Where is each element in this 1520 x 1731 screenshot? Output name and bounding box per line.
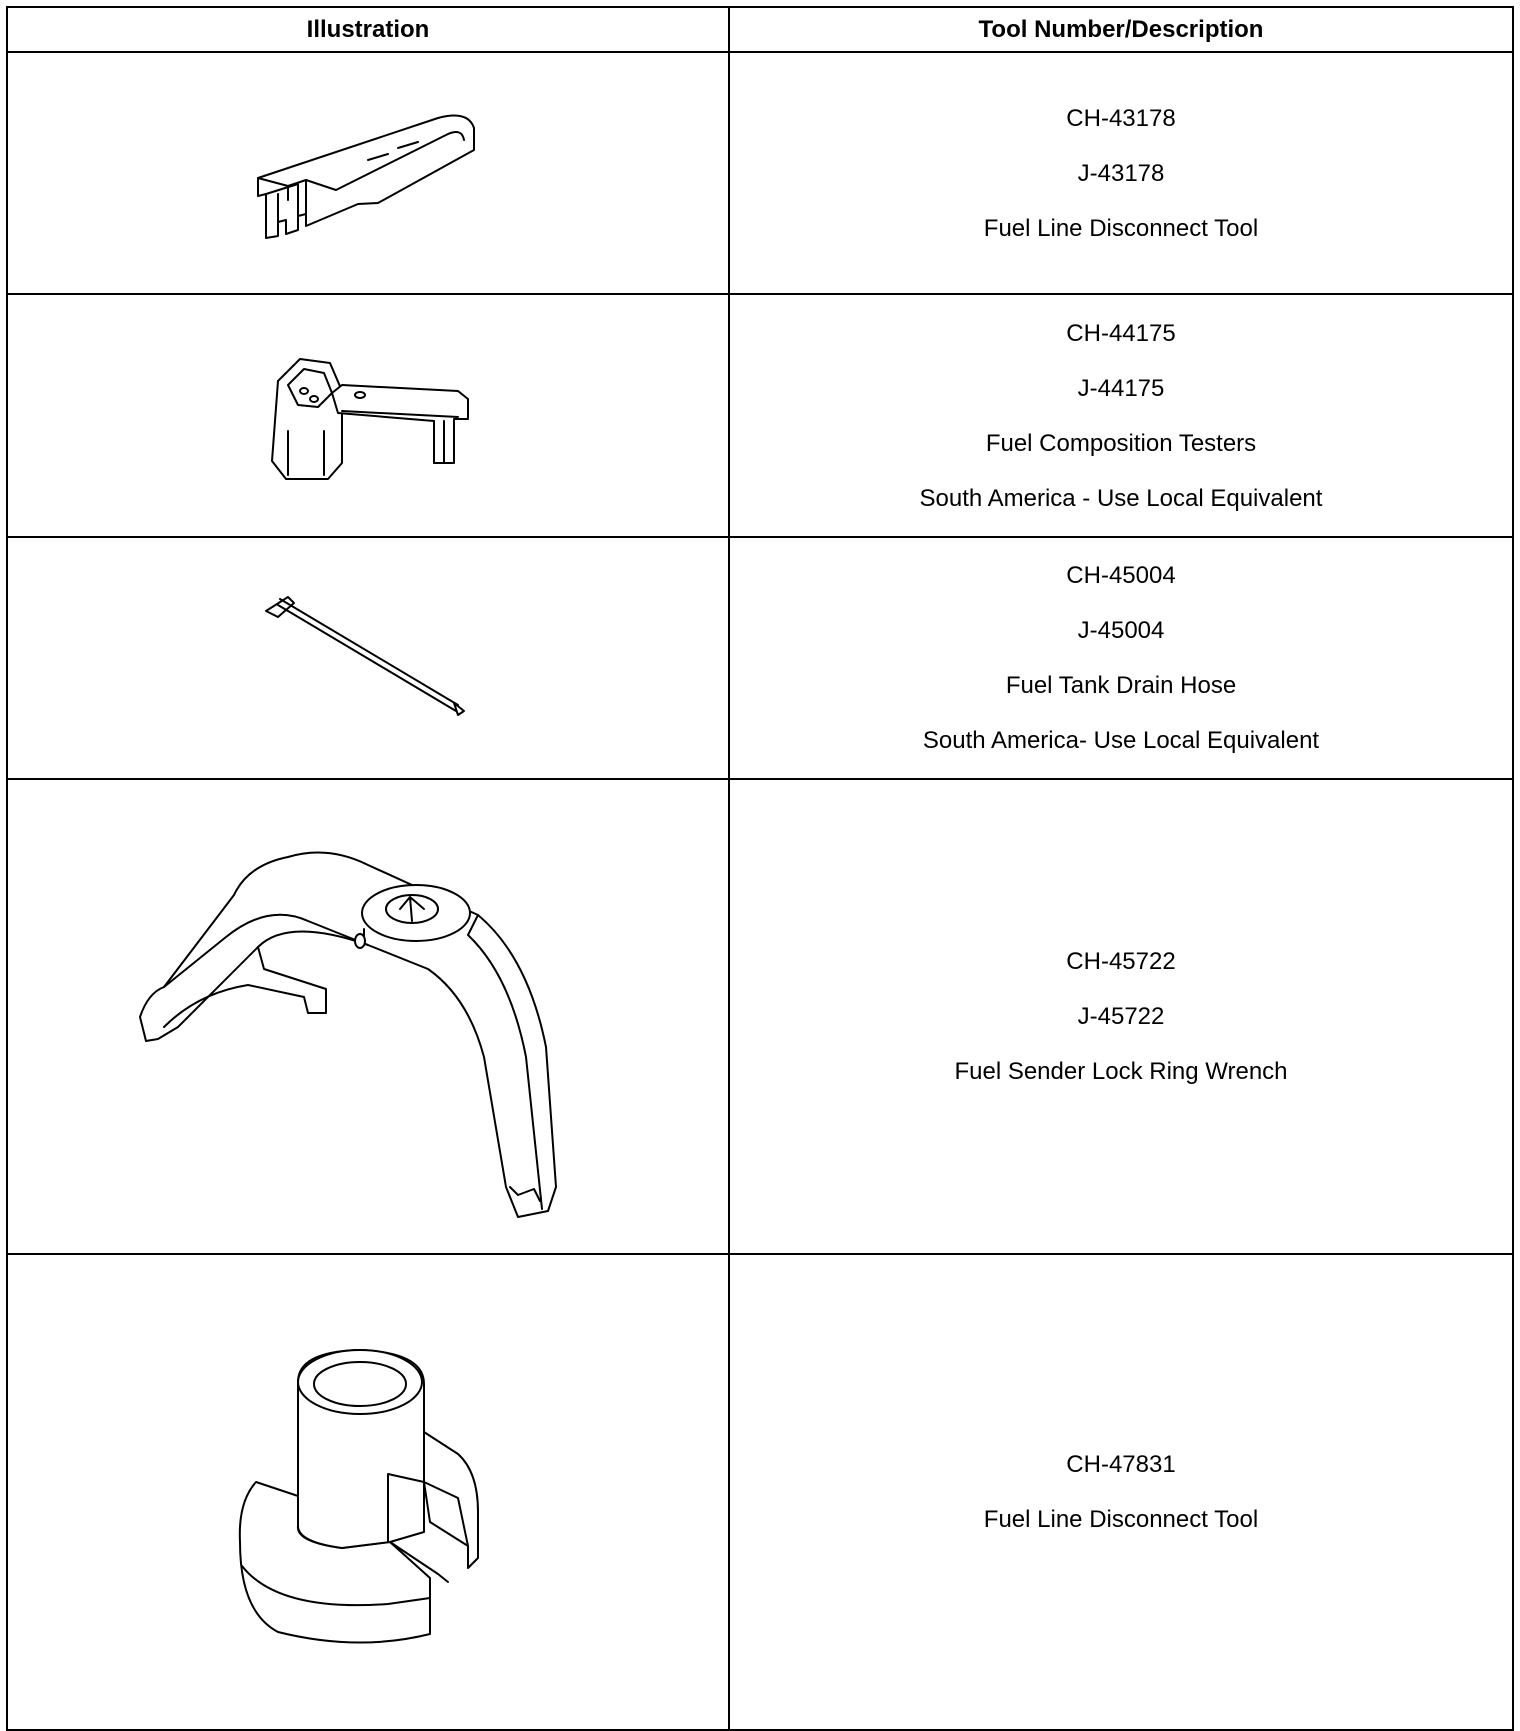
description-line: South America- Use Local Equivalent <box>922 727 1320 754</box>
description-line: Fuel Line Disconnect Tool <box>983 1506 1259 1533</box>
description-cell <box>729 537 1513 779</box>
header-illustration: Illustration <box>7 7 729 52</box>
header-description: Tool Number/Description <box>729 7 1513 52</box>
header-row <box>7 7 1513 52</box>
description-cell <box>729 1254 1513 1730</box>
table-row <box>7 779 1513 1254</box>
description-line: CH-45722 <box>1066 948 1176 975</box>
illustration-cell <box>7 779 729 1254</box>
illustration-cell <box>7 294 729 537</box>
description-line: CH-43178 <box>1066 104 1176 132</box>
table-row <box>7 294 1513 537</box>
fuel-composition-tester-icon <box>258 351 478 481</box>
description-line: CH-45004 <box>1066 562 1176 589</box>
description-line: Fuel Line Disconnect Tool <box>983 214 1259 242</box>
description-line: J-44175 <box>1077 374 1165 402</box>
description-line: J-45722 <box>1077 1003 1165 1030</box>
description-line: Fuel Sender Lock Ring Wrench <box>954 1058 1288 1085</box>
illustration-cell <box>7 537 729 779</box>
description-line: Fuel Tank Drain Hose <box>1005 672 1237 699</box>
fuel-line-disconnect-collar-icon <box>238 1342 498 1642</box>
description-cell <box>729 52 1513 294</box>
illustration-cell <box>7 1254 729 1730</box>
description-line: CH-44175 <box>1066 319 1176 347</box>
description-line: J-43178 <box>1077 159 1165 187</box>
lock-ring-wrench-icon <box>138 817 598 1217</box>
table-row <box>7 1254 1513 1730</box>
table-row <box>7 537 1513 779</box>
description-cell <box>729 294 1513 537</box>
description-line: South America - Use Local Equivalent <box>919 484 1323 512</box>
description-line: J-45004 <box>1077 617 1165 644</box>
fuel-line-disconnect-tool-icon <box>248 108 488 238</box>
tool-table <box>6 6 1514 1731</box>
illustration-cell <box>7 52 729 294</box>
description-line: CH-47831 <box>1066 1451 1176 1478</box>
description-cell <box>729 779 1513 1254</box>
table-row <box>7 52 1513 294</box>
description-line: Fuel Composition Testers <box>985 429 1257 457</box>
fuel-tank-drain-hose-icon <box>258 593 478 723</box>
